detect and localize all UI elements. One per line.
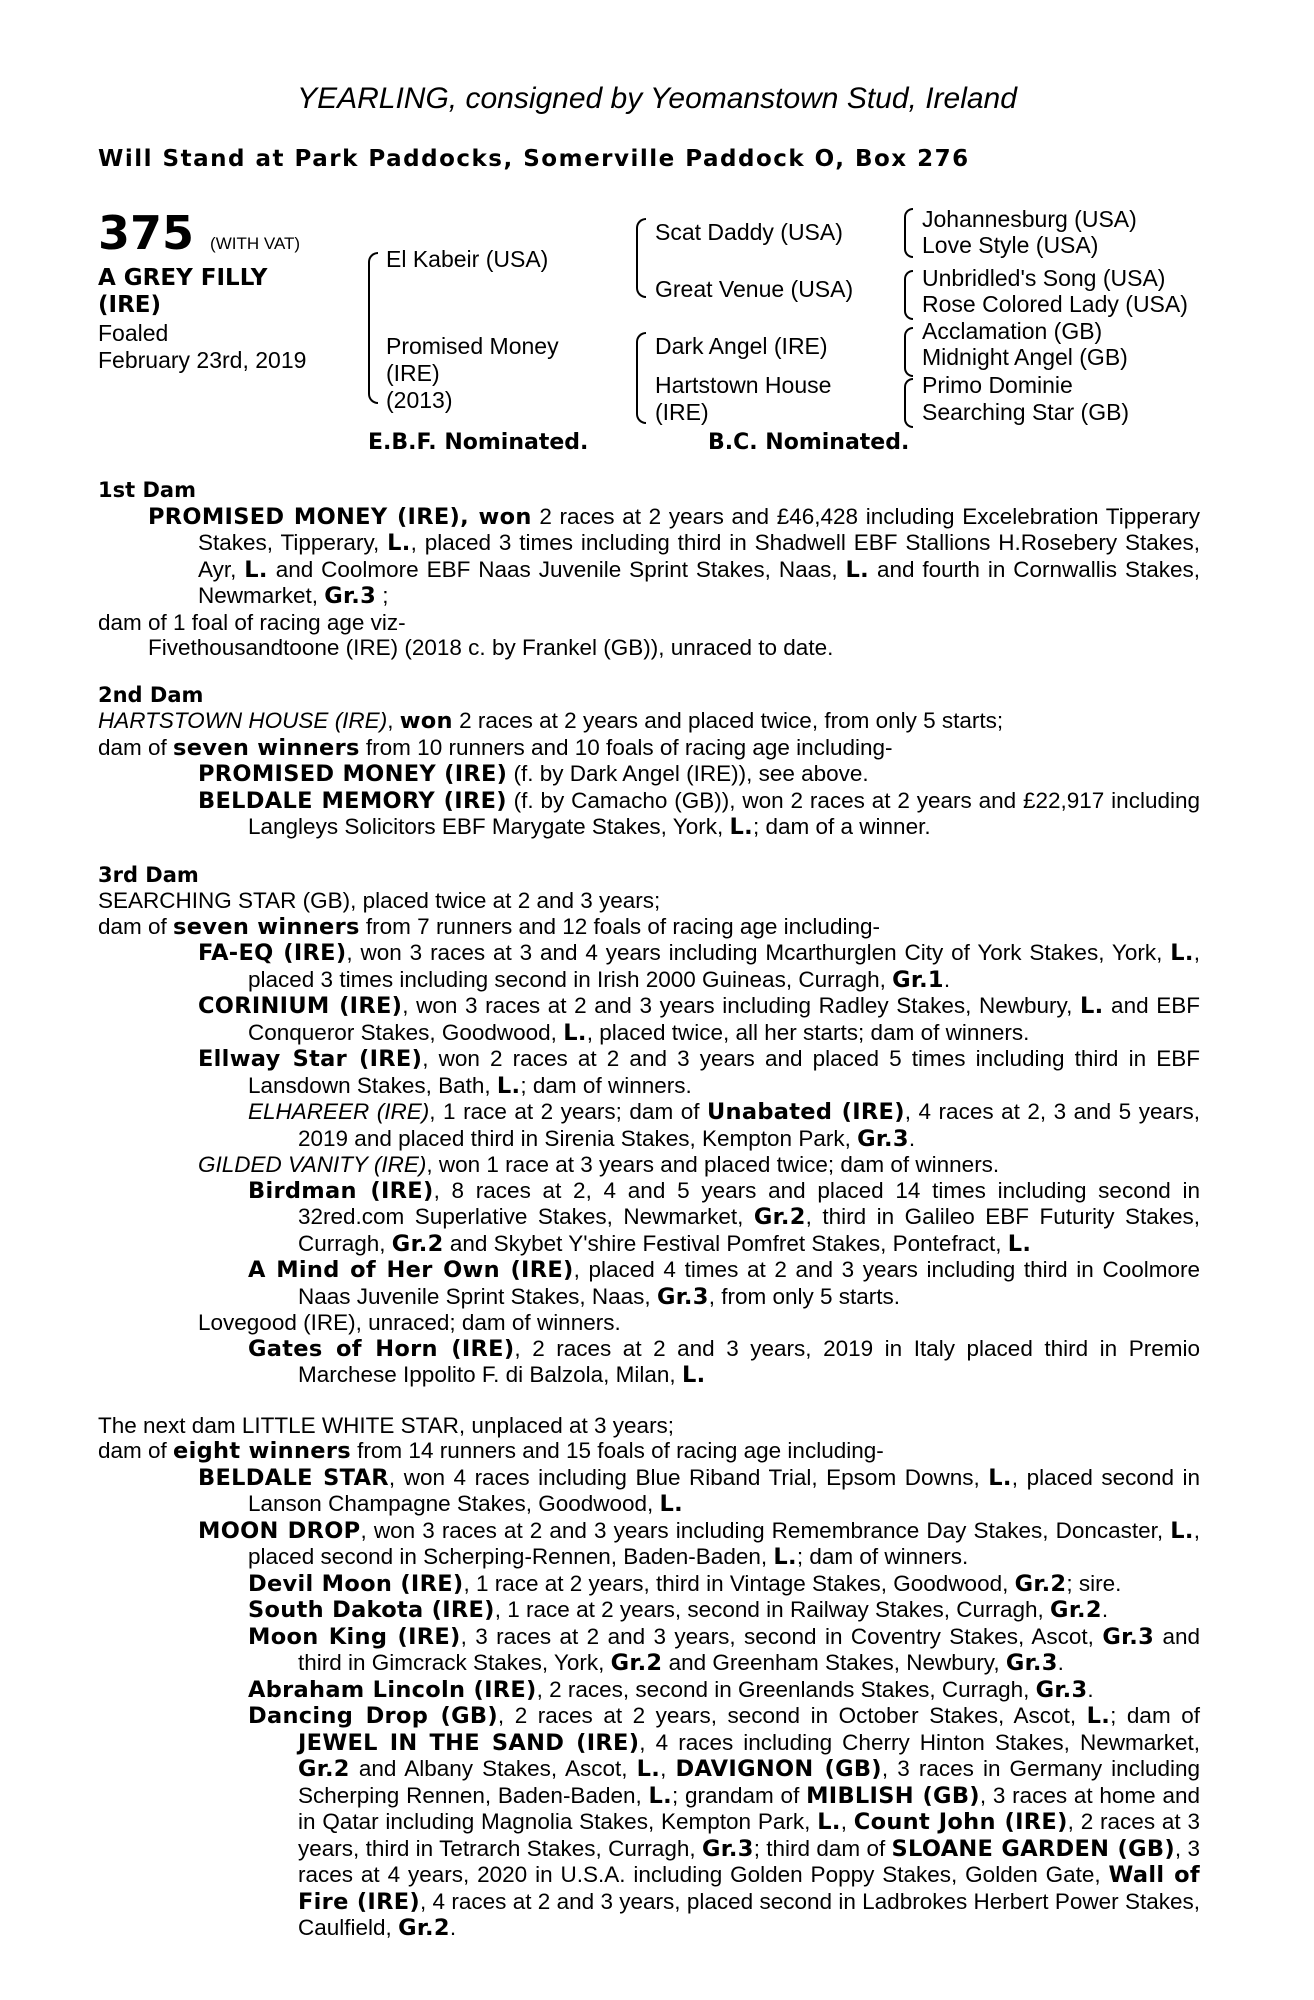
first-dam-record: PROMISED MONEY (IRE), won 2 races at 2 years and £46,428 including Excelebration Tipperary Stakes, Tipperary, L., placed 3 times including third in Shadwell EBF Stallions H.Rosebery Stakes, Ayr, L. and Coolmore EBF Naas Juvenile Sprint Stakes, Naas, L. and fourth in Cornwallis Stakes, Newmarket, Gr.3 ; (148, 503, 1201, 609)
brace-g4 (904, 378, 913, 428)
second-dam-heading: 2nd Dam (98, 682, 204, 707)
list-item: A Mind of Her Own (IRE), placed 4 times at 2 and 3 years including third in Coolmore Naas Juvenile Sprint Stakes, Naas, Gr.3, from only 5 starts. (248, 1257, 1200, 1310)
bc-nominated: B.C. Nominated. (708, 430, 910, 455)
brace-g3 (904, 327, 913, 377)
horse-name: A GREY FILLY (98, 265, 268, 291)
g-primo-dominie: Primo Dominie (922, 372, 1073, 398)
g-unbridleds-song: Unbridled's Song (USA) (922, 265, 1166, 291)
first-dam-foal: Fivethousandtoone (IRE) (2018 c. by Frankel (GB)), unraced to date. (148, 635, 834, 660)
foaled-label: Foaled (98, 320, 169, 346)
catalogue-body (98, 478, 1200, 1942)
third-dam-heading: 3rd Dam (98, 862, 199, 887)
third-dam-record: SEARCHING STAR (GB), placed twice at 2 and 3 years; (98, 888, 661, 913)
list-item: South Dakota (IRE), 1 race at 2 years, second in Railway Stakes, Curragh, Gr.2. (248, 1597, 1109, 1623)
brace-g1 (904, 208, 913, 258)
ebf-nominated: E.B.F. Nominated. (368, 430, 589, 455)
dam-name: Promised Money (386, 333, 559, 359)
lot-number: 375 (WITH VAT) (98, 206, 301, 260)
list-item: ELHAREER (IRE), 1 race at 2 years; dam of Unabated (IRE), 4 races at 2, 3 and 5 years, 2019 and placed third in Sirenia Stakes, Kempton Park, Gr.3. (248, 1099, 1200, 1152)
list-item: GILDED VANITY (IRE), won 1 race at 3 years and placed twice; dam of winners. (198, 1152, 1000, 1177)
second-dam-produce-intro: dam of seven winners from 10 runners and 10 foals of racing age including- (98, 734, 893, 761)
list-item: Devil Moon (IRE), 1 race at 2 years, third in Vintage Stakes, Goodwood, Gr.2; sire. (248, 1570, 1122, 1597)
first-dam-section (98, 478, 1200, 661)
list-item: BELDALE STAR, won 4 races including Blue Riband Trial, Epsom Downs, L., placed second in Lanson Champagne Stakes, Goodwood, L. (198, 1464, 1201, 1517)
list-item: Moon King (IRE), 3 races at 2 and 3 years, second in Coventry Stakes, Ascot, Gr.3 and third in Gimcrack Stakes, York, Gr.2 and Greenham Stakes, Newbury, Gr.3. (248, 1623, 1200, 1676)
list-item: Abraham Lincoln (IRE), 2 races, second in Greenlands Stakes, Curragh, Gr.3. (248, 1676, 1094, 1703)
list-item: Ellway Star (IRE), won 2 races at 2 and 3 years and placed 5 times including third in EBF Lansdown Stakes, Bath, L.; dam of winners. (198, 1046, 1200, 1099)
dam-origin: (IRE) (386, 360, 440, 386)
list-item: BELDALE MEMORY (IRE) (f. by Camacho (GB)), won 2 races at 2 years and £22,917 including Langleys Solicitors EBF Marygate Stakes, York, L.; dam of a winner. (198, 787, 1200, 840)
g-searching-star: Searching Star (GB) (922, 399, 1130, 425)
next-dam-section (98, 1413, 1200, 1942)
consignment-line: YEARLING, consigned by Yeomanstown Stud, Ireland (297, 82, 1017, 115)
first-dam-produce-intro: dam of 1 foal of racing age viz- (98, 609, 406, 635)
g-acclamation: Acclamation (GB) (922, 318, 1103, 344)
g-love-style: Love Style (USA) (922, 232, 1099, 258)
dam-dam-origin: (IRE) (655, 399, 709, 425)
list-item: FA-EQ (IRE), won 3 races at 3 and 4 years including Mcarthurglen City of York Stakes, York, L., placed 3 times including second in Irish 2000 Guineas, Curragh, Gr.1. (198, 940, 1200, 993)
next-dam-record: The next dam LITTLE WHITE STAR, unplaced at 3 years; (98, 1412, 675, 1438)
stand-location: Will Stand at Park Paddocks, Somerville Paddock O, Box 276 (98, 146, 970, 172)
sire-dam: Great Venue (USA) (655, 276, 854, 302)
pedigree-brace-dam (636, 332, 646, 424)
list-item: Gates of Horn (IRE), 2 races at 2 and 3 years, 2019 in Italy placed third in Premio Marchese Ippolito F. di Balzola, Milan, L. (248, 1335, 1200, 1388)
g-rose-colored-lady: Rose Colored Lady (USA) (922, 291, 1188, 317)
dam-dam: Hartstown House (655, 372, 832, 398)
next-dam-produce-intro: dam of eight winners from 14 runners and 15 foals of racing age including- (98, 1438, 884, 1464)
foaled-date: February 23rd, 2019 (98, 347, 307, 373)
pedigree-brace-sire (636, 218, 646, 298)
third-dam-section (98, 863, 1200, 1389)
list-item: Birdman (IRE), 8 races at 2, 4 and 5 years and placed 14 times including second in 32red.com Superlative Stakes, Newmarket, Gr.2, third in Galileo EBF Futurity Stakes, Curragh, Gr.2 and Skybet Y'shire Festival Pomfret Stakes, Pontefract, L. (248, 1177, 1201, 1257)
list-item: Dancing Drop (GB), 2 races at 2 years, second in October Stakes, Ascot, L.; dam of JEWEL IN THE SAND (IRE), 4 races including Cherry Hinton Stakes, Newmarket, Gr.2 and Albany Stakes, Ascot, L., DAVIGNON (GB), 3 races in Germany including Scherping Rennen, Baden-Baden, L.; grandam of MIBLISH (GB), 3 races at home and in Qatar including Magnolia Stakes, Kempton Park, L., Count John (IRE), 2 races at 3 years, third in Tetrarch Stakes, Curragh, Gr.3; third dam of SLOANE GARDEN (GB), 3 races at 4 years, 2020 in U.S.A. including Golden Poppy Stakes, Golden Gate, Wall of Fire (IRE), 4 races at 2 and 3 years, placed second in Ladbrokes Herbert Power Stakes, Caulfield, Gr.2. (248, 1703, 1201, 1941)
sire-sire: Scat Daddy (USA) (655, 219, 843, 245)
second-dam-section (98, 683, 1200, 841)
second-dam-record: HARTSTOWN HOUSE (IRE), won 2 races at 2 years and placed twice, from only 5 starts; (98, 708, 1004, 734)
list-item: PROMISED MONEY (IRE) (f. by Dark Angel (IRE)), see above. (198, 761, 869, 787)
vat-note: (WITH VAT) (210, 234, 301, 253)
first-dam-heading: 1st Dam (98, 478, 196, 502)
brace-g2 (904, 270, 913, 320)
list-item: MOON DROP, won 3 races at 2 and 3 years including Remembrance Day Stakes, Doncaster, L., placed second in Scherping-Rennen, Baden-Baden, L.; dam of winners. (198, 1517, 1200, 1570)
g-midnight-angel: Midnight Angel (GB) (922, 344, 1128, 370)
dam-year: (2013) (386, 387, 453, 413)
g-johannesburg: Johannesburg (USA) (922, 206, 1137, 232)
list-item: CORINIUM (IRE), won 3 races at 2 and 3 years including Radley Stakes, Newbury, L. and EBF Conqueror Stakes, Goodwood, L., placed twice, all her starts; dam of winners. (198, 993, 1200, 1046)
sire: El Kabeir (USA) (386, 246, 549, 272)
third-dam-produce-intro: dam of seven winners from 7 runners and 12 foals of racing age including- (98, 913, 880, 940)
dam-sire: Dark Angel (IRE) (655, 333, 828, 359)
pedigree-brace-main (368, 252, 378, 404)
horse-origin: (IRE) (98, 292, 162, 318)
list-item: Lovegood (IRE), unraced; dam of winners. (198, 1310, 621, 1335)
